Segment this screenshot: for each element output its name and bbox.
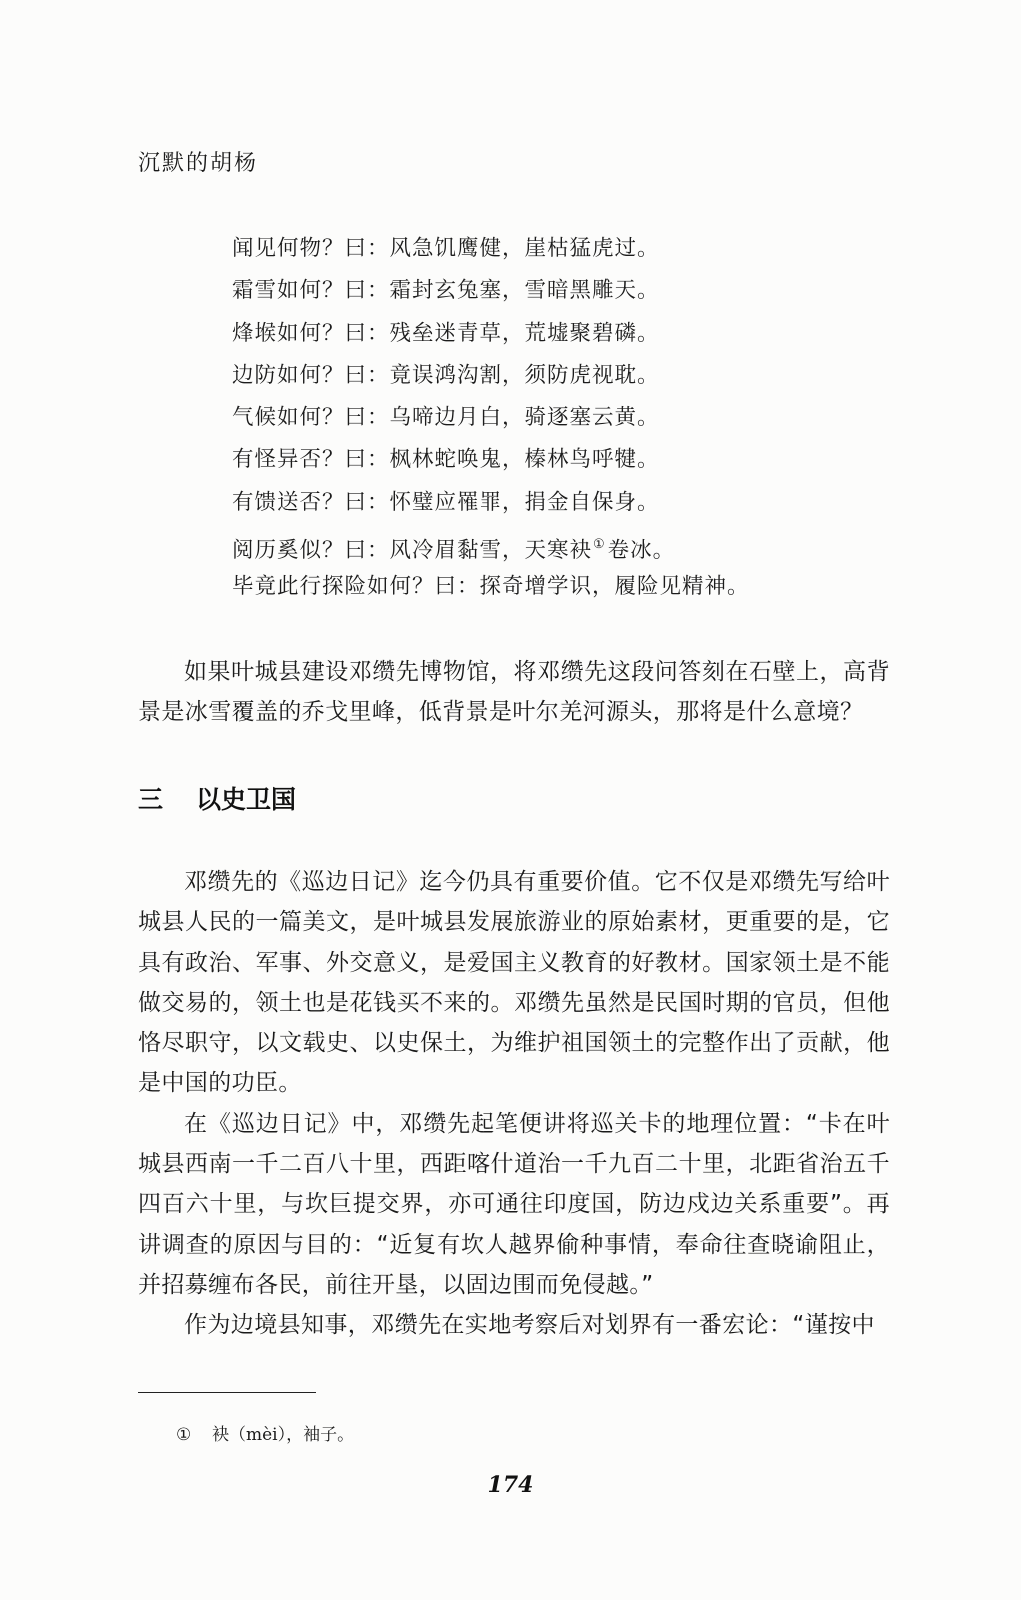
paragraph: 邓缵先的《巡边日记》迄今仍具有重要价值。它不仅是邓缵先写给叶城县人民的一篇美文，是叶城县发展旅游业的原始素材，更重要的是，它具有政治、军事、外交意义，是爱国主义教育的好教材。国家领土是不能做交易的，领土也是花钱买不来的。邓缵先虽然是民国时期的官员，但他恪尽职守，以文载史、以史保土，为维护祖国领土的完整作出了贡献，他是中国的功臣。 xyxy=(138,869,890,1097)
page-number: 174 xyxy=(487,1472,534,1498)
poem-line: 闻见何物？曰：风急饥鹰健，崖枯猛虎过。 xyxy=(232,236,660,261)
paragraph: 在《巡边日记》中，邓缵先起笔便讲将巡关卡的地理位置：“卡在叶城县西南一千二百八十里，西距喀什道治一千九百二十里，北距省治五千四百六十里，与坎巨提交界，亦可通往印度国，防边戍边关系重要”。再讲调查的原因与目的：“近复有坎人越界偷种事情，奉命往查晓谕阻止，并招募缠布各民，前往开垦，以固边围而免侵越。” xyxy=(138,1110,890,1298)
footnote-divider xyxy=(138,1392,316,1393)
footnote-reference[interactable]: ① xyxy=(593,537,606,553)
poem-line: 毕竟此行探险如何？曰：探奇增学识，履险见精神。 xyxy=(232,574,750,600)
poem-line-part: 阅历奚似？曰：风冷眉黏雪，天寒袂 xyxy=(232,538,593,564)
poem-line-part: 卷冰。 xyxy=(607,538,676,564)
poem-line: 有怪异否？曰：枫林蛇唤鬼，榛林鸟呼犍。 xyxy=(232,447,660,473)
paragraph: 作为边境县知事，邓缵先在实地考察后对划界有一番宏论：“谨按中 xyxy=(184,1312,875,1339)
footnote xyxy=(176,1420,354,1445)
running-head: 沉默的胡杨 xyxy=(138,151,259,176)
section-title: 以史卫国 xyxy=(196,785,297,814)
body-text-lower xyxy=(138,862,890,1346)
poem-line: 有馈送否？曰：怀璧应罹罪，捐金自保身。 xyxy=(232,489,660,515)
poem-line-with-footnote xyxy=(232,524,872,566)
poem-line: 烽堠如何？曰：残垒迷青草，荒墟聚碧磷。 xyxy=(232,320,660,346)
footnote-text: 袂（mèi），袖子。 xyxy=(212,1425,355,1445)
section-heading xyxy=(138,780,296,816)
poem-line: 边防如何？曰：竟误鸿沟割，须防虎视耽。 xyxy=(232,362,660,388)
poem-block xyxy=(232,228,872,609)
poem-line: 气候如何？曰：乌啼边月白，骑逐塞云黄。 xyxy=(232,405,660,431)
section-number: 三 xyxy=(138,785,164,814)
body-text-upper xyxy=(138,652,890,733)
paragraph: 如果叶城县建设邓缵先博物馆，将邓缵先这段问答刻在石壁上，高背景是冰雪覆盖的乔戈里峰，低背景是叶尔羌河源头，那将是什么意境？ xyxy=(138,659,890,726)
footnote-mark: ① xyxy=(176,1425,192,1445)
poem-line: 霜雪如何？曰：霜封玄兔塞，雪暗黑雕天。 xyxy=(232,278,660,304)
